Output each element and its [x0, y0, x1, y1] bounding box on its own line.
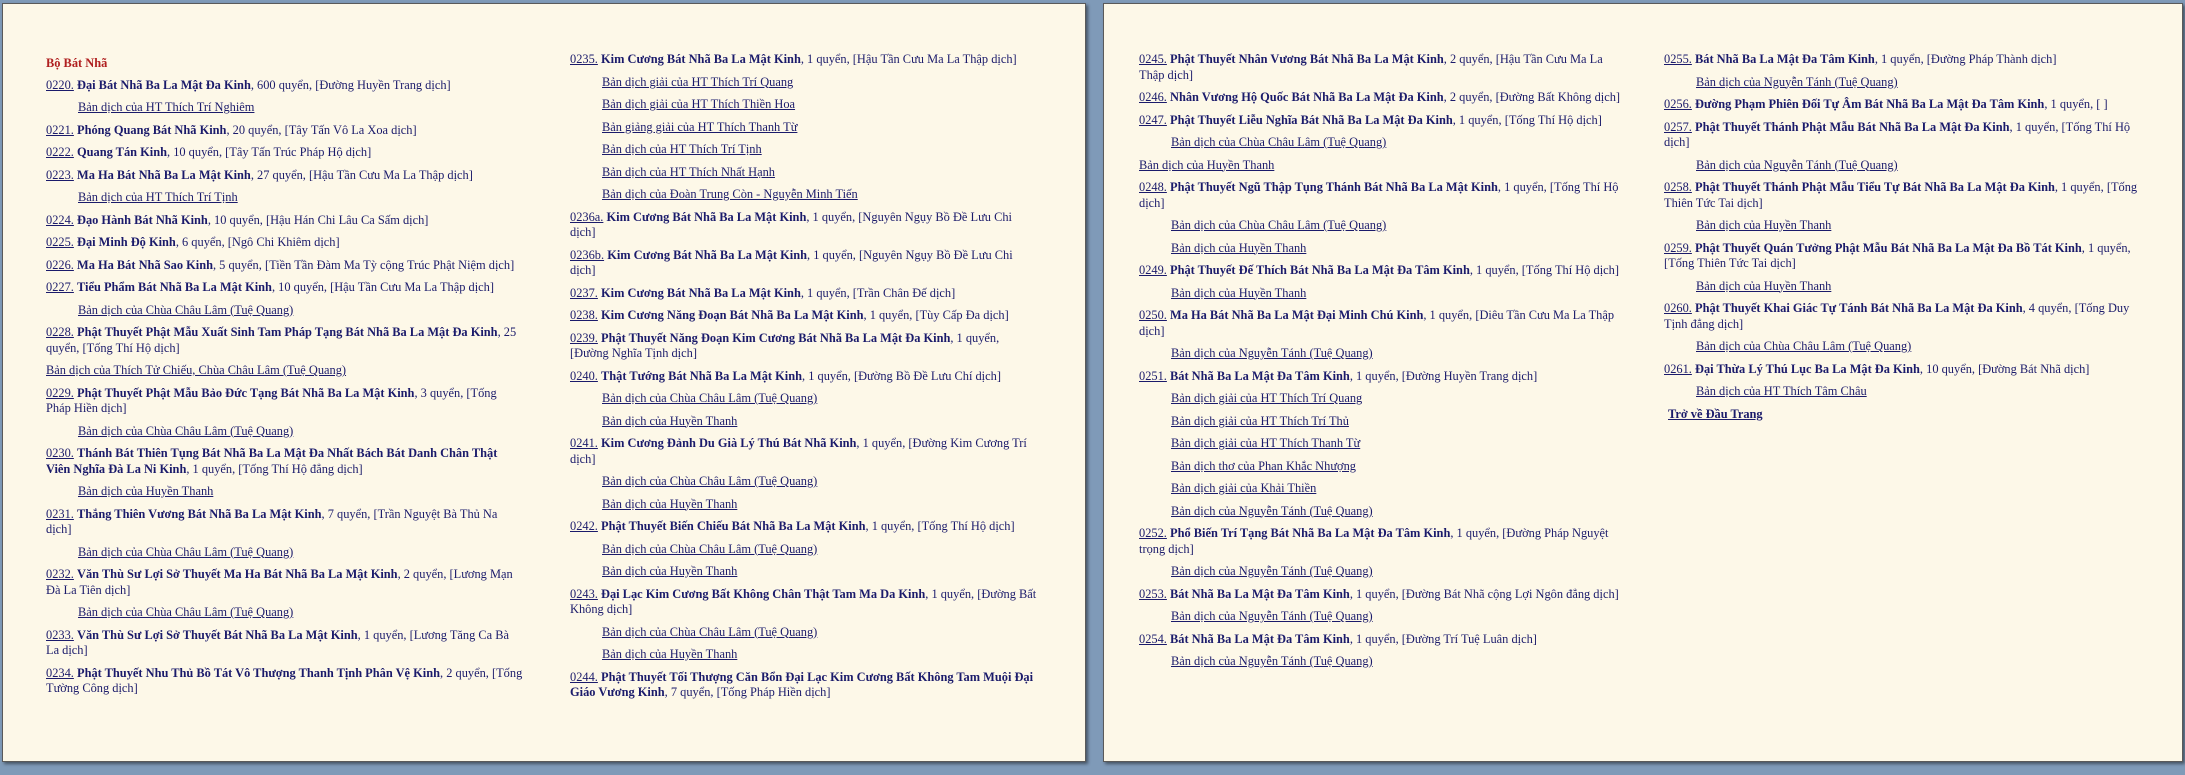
- sutra-info: , 1 quyển, [Nguyên Ngụy Bồ Đề Lưu Chi dịch]: [570, 209, 1012, 239]
- sutra-code-link[interactable]: 0249.: [1139, 263, 1167, 277]
- sutra-title: Nhân Vương Hộ Quốc Bát Nhã Ba La Mật Đa Kinh: [1170, 90, 1444, 104]
- sutra-entry: [46, 507, 524, 538]
- translation-link[interactable]: Bản dịch thơ của Phan Khắc Nhượng: [1171, 458, 1356, 473]
- sutra-title: Phật Thuyết Năng Đoạn Kim Cương Bát Nhã Ba La Mật Đa Kinh: [601, 330, 951, 345]
- sutra-entry: [1139, 308, 1627, 339]
- document-page-right: [1103, 3, 2183, 762]
- sutra-entry: [46, 666, 524, 697]
- sutra-title: Bát Nhã Ba La Mật Đa Tâm Kinh: [1170, 368, 1350, 383]
- sutra-entry: [1139, 180, 1627, 211]
- sutra-info: , 20 quyển, [Tây Tấn Vô La Xoa dịch]: [226, 122, 417, 137]
- sutra-info: , 1 quyển, [Tống Thiên Tức Tai dịch]: [1664, 240, 2131, 270]
- sutra-title: Đại Minh Độ Kinh: [77, 235, 176, 249]
- sutra-entry: [1664, 52, 2152, 68]
- sutra-info: , 27 quyển, [Hậu Tần Cưu Ma La Thập dịch]: [250, 167, 473, 182]
- translation-link[interactable]: Bản dịch của Huyền Thanh: [602, 564, 738, 578]
- sutra-title: Bát Nhã Ba La Mật Đa Tâm Kinh: [1695, 52, 1875, 66]
- translation-link[interactable]: Bản dịch của Huyền Thanh: [1171, 240, 1307, 255]
- sutra-title: Phật Thuyết Phật Mẫu Bảo Đức Tạng Bát Nhã Ba La Mật Kinh: [77, 385, 415, 400]
- sutra-info: , 10 quyển, [Đường Bát Nhã dịch]: [1919, 361, 2090, 376]
- sutra-code-link[interactable]: 0224.: [46, 212, 74, 227]
- translation-link[interactable]: Bản dịch của Huyền Thanh: [602, 496, 738, 511]
- sutra-title: Quang Tán Kinh: [77, 145, 167, 159]
- translation-link[interactable]: Bản dịch của Chùa Châu Lâm (Tuệ Quang): [78, 423, 294, 438]
- sutra-entry: [1139, 52, 1627, 83]
- sutra-info: , 1 quyển, [Diêu Tần Cưu Ma La Thập dịch]: [1139, 308, 1615, 338]
- sutra-info: , 1 quyển, [Hậu Tần Cưu Ma La Thập dịch]: [800, 52, 1017, 66]
- translation-link[interactable]: Bản dịch của Huyền Thanh: [1139, 157, 1275, 172]
- sutra-code-link[interactable]: 0236b.: [570, 247, 605, 262]
- sutra-entry: [1664, 120, 2152, 151]
- document-page-left: [2, 3, 1086, 762]
- translation-link[interactable]: Bản dịch của Chùa Châu Lâm (Tuệ Quang): [1171, 218, 1387, 232]
- sutra-info: , 1 quyển, [Đường Kim Cương Trí dịch]: [570, 436, 1027, 466]
- sutra-entry: [570, 331, 1040, 362]
- sutra-entry: [570, 436, 1040, 467]
- sutra-title: Phật Thuyết Đế Thích Bát Nhã Ba La Mật Đa Tâm Kinh: [1170, 263, 1470, 277]
- translation-link[interactable]: Bản dịch giải của HT Thích Trí Quang: [1171, 391, 1363, 405]
- column-4: [1664, 52, 2152, 422]
- back-to-top-link[interactable]: Trở về Đầu Trang: [1668, 406, 1763, 421]
- sutra-title: Kim Cương Năng Đoạn Bát Nhã Ba La Mật Kinh: [601, 308, 864, 322]
- sutra-code-link[interactable]: 0239.: [570, 330, 598, 345]
- translation-link[interactable]: Bản dịch của HT Thích Trí Tịnh: [78, 190, 238, 204]
- translation-link[interactable]: Bản dịch giải của HT Thích Trí Thủ: [1171, 413, 1349, 428]
- translation-link[interactable]: Bản dịch của HT Thích Tâm Châu: [1696, 384, 1867, 398]
- translation-link[interactable]: Bản dịch của Nguyễn Tánh (Tuệ Quang): [1171, 346, 1373, 360]
- sutra-entry: [1139, 526, 1627, 557]
- sutra-code-link[interactable]: 0222.: [46, 145, 74, 159]
- translation-link[interactable]: Bản dịch của Chùa Châu Lâm (Tuệ Quang): [602, 624, 818, 639]
- sutra-entry: [570, 286, 1040, 302]
- sutra-code-link[interactable]: 0233.: [46, 627, 74, 642]
- sutra-title: Phật Thuyết Quán Tưởng Phật Mẫu Bát Nhã Ba La Mật Đa Bồ Tát Kinh: [1695, 240, 2082, 255]
- sutra-entry: [570, 369, 1040, 385]
- sutra-entry: [1139, 587, 1627, 603]
- sutra-title: Tiểu Phẩm Bát Nhã Ba La Mật Kinh: [77, 280, 272, 294]
- sutra-entry: [46, 325, 524, 356]
- translation-link[interactable]: Bản dịch giải của HT Thích Thanh Từ: [1171, 436, 1361, 450]
- sutra-entry: [46, 258, 524, 274]
- sutra-code-link[interactable]: 0242.: [570, 519, 598, 533]
- sutra-entry: [1139, 369, 1627, 385]
- sutra-code-link[interactable]: 0248.: [1139, 180, 1167, 194]
- sutra-entry: [570, 308, 1040, 324]
- sutra-info: , 2 quyển, [Tống Tường Công dịch]: [46, 665, 523, 695]
- sutra-info: , 1 quyển, [Tống Thiên Tức Tai dịch]: [1664, 180, 2138, 210]
- translation-link[interactable]: Bản dịch của HT Thích Trí Nghiêm: [78, 100, 255, 114]
- translation-link[interactable]: Bản giảng giải của HT Thích Thanh Từ: [602, 119, 798, 134]
- sutra-title: Kim Cương Bát Nhã Ba La Mật Kinh: [607, 247, 808, 262]
- translation-link[interactable]: Bản dịch của Thích Tử Chiếu, Chùa Châu Lâm (Tuệ Quang): [46, 363, 347, 377]
- sutra-entry: [1139, 263, 1627, 279]
- sutra-info: , 7 quyển, [Trần Nguyệt Bà Thủ Na dịch]: [46, 506, 498, 536]
- sutra-entry: [46, 145, 524, 161]
- sutra-code-link[interactable]: 0241.: [570, 436, 598, 450]
- sutra-info: , 1 quyển, [Đường Nghĩa Tịnh dịch]: [570, 330, 1000, 360]
- sutra-title: Thật Tướng Bát Nhã Ba La Mật Kinh: [601, 368, 803, 383]
- sutra-info: , 1 quyển, [Nguyên Ngụy Bồ Đề Lưu Chi dịch]: [570, 247, 1013, 277]
- sutra-title: Thánh Bát Thiên Tụng Bát Nhã Ba La Mật Đa Nhất Bách Bát Danh Chân Thật Viên Nghĩa Đà La Ni Kinh: [46, 446, 498, 476]
- translation-link[interactable]: Bản dịch của Chùa Châu Lâm (Tuệ Quang): [602, 541, 818, 556]
- sutra-info: , 2 quyển, [Lương Mạn Đà La Tiên dịch]: [46, 567, 513, 597]
- sutra-entry: [1139, 90, 1627, 106]
- sutra-title: Kim Cương Bát Nhã Ba La Mật Kinh: [601, 285, 801, 300]
- section-heading: Bộ Bát Nhã: [46, 56, 108, 70]
- sutra-info: , 1 quyển, [Tống Thí Hộ đẳng dịch]: [186, 461, 363, 476]
- translation-link[interactable]: Bản dịch của Nguyễn Tánh (Tuệ Quang): [1171, 654, 1373, 668]
- sutra-title: Kim Cương Bát Nhã Ba La Mật Kinh: [606, 209, 807, 224]
- sutra-info: , 1 quyển, [Tống Thí Hộ dịch]: [1469, 263, 1619, 277]
- sutra-info: , 1 quyển, [Đường Huyền Trang dịch]: [1349, 368, 1538, 383]
- sutra-info: , 1 quyển, [Tống Thí Hộ dịch]: [865, 519, 1015, 533]
- sutra-code-link[interactable]: 0236a.: [570, 209, 604, 224]
- sutra-code-link[interactable]: 0237.: [570, 285, 598, 300]
- sutra-code-link[interactable]: 0260.: [1664, 301, 1692, 315]
- sutra-code-link[interactable]: 0246.: [1139, 90, 1167, 104]
- sutra-title: Phóng Quang Bát Nhã Kinh: [77, 122, 227, 137]
- sutra-entry: [570, 248, 1040, 279]
- sutra-title: Phật Thuyết Nhân Vương Bát Nhã Ba La Mật Kinh: [1170, 52, 1444, 66]
- sutra-code-link[interactable]: 0243.: [570, 586, 598, 601]
- sutra-info: , 2 quyển, [Hậu Tần Cưu Ma La Thập dịch]: [1139, 52, 1603, 82]
- translation-link[interactable]: Bản dịch của HT Thích Nhất Hạnh: [602, 164, 775, 179]
- sutra-info: , 1 quyển, [Đường Pháp Nguyệt trọng dịch]: [1139, 526, 1609, 556]
- translation-link[interactable]: Bản dịch giải của HT Thích Trí Quang: [602, 74, 794, 89]
- translation-link[interactable]: Bản dịch của Chùa Châu Lâm (Tuệ Quang): [602, 474, 818, 488]
- sutra-info: , 10 quyển, [Hậu Hán Chi Lâu Ca Sấm dịch]: [207, 212, 429, 227]
- sutra-code-link[interactable]: 0257.: [1664, 119, 1692, 134]
- sutra-title: Phật Thuyết Liễu Nghĩa Bát Nhã Ba La Mật Đa Kinh: [1170, 112, 1453, 127]
- column-1: [46, 52, 524, 704]
- sutra-entry: [1664, 180, 2152, 211]
- sutra-info: , 1 quyển, [Tống Thí Hộ dịch]: [1664, 119, 2131, 149]
- sutra-title: Ma Ha Bát Nhã Sao Kinh: [77, 257, 213, 272]
- sutra-entry: [46, 567, 524, 598]
- sutra-entry: [570, 52, 1040, 68]
- sutra-entry: [46, 280, 524, 296]
- sutra-code-link[interactable]: 0258.: [1664, 180, 1692, 194]
- column-3: [1139, 52, 1627, 677]
- sutra-info: , 25 quyển, [Tống Thí Hộ dịch]: [46, 325, 517, 355]
- sutra-info: , 2 quyển, [Đường Bất Không dịch]: [1443, 90, 1621, 104]
- sutra-info: , 3 quyển, [Tống Pháp Hiền dịch]: [46, 385, 497, 415]
- sutra-code-link[interactable]: 0228.: [46, 325, 74, 339]
- sutra-code-link[interactable]: 0253.: [1139, 586, 1167, 601]
- sutra-entry: [570, 587, 1040, 618]
- sutra-entry: [46, 123, 524, 139]
- sutra-info: , 1 quyển, [Tống Thí Hộ dịch]: [1452, 112, 1602, 127]
- sutra-code-link[interactable]: 0238.: [570, 308, 598, 322]
- sutra-entry: [46, 213, 524, 229]
- sutra-title: Phật Thuyết Biến Chiếu Bát Nhã Ba La Mật Kinh: [601, 519, 866, 533]
- sutra-info: , 1 quyển, [Đường Bất Không dịch]: [570, 586, 1037, 616]
- sutra-entry: [46, 235, 524, 251]
- sutra-title: Ma Ha Bát Nhã Ba La Mật Kinh: [77, 167, 251, 182]
- sutra-title: Phật Thuyết Tối Thượng Căn Bổn Đại Lạc Kim Cương Bất Không Tam Muội Đại Giáo Vương Kinh: [570, 669, 1034, 699]
- sutra-code-link[interactable]: 0230.: [46, 446, 74, 460]
- sutra-info: , 1 quyển, [Lương Tăng Ca Bà La dịch]: [46, 627, 510, 657]
- translation-link[interactable]: Bản dịch của Huyền Thanh: [78, 484, 214, 498]
- sutra-entry: [570, 210, 1040, 241]
- sutra-entry: [1664, 362, 2152, 378]
- sutra-code-link[interactable]: 0221.: [46, 122, 74, 137]
- sutra-title: Bát Nhã Ba La Mật Đa Tâm Kinh: [1170, 631, 1350, 646]
- sutra-info: , 1 quyển, [Đường Bồ Đề Lưu Chí dịch]: [802, 368, 1001, 383]
- sutra-title: Đại Lạc Kim Cương Bất Không Chân Thật Tam Ma Da Kinh: [601, 586, 926, 601]
- translation-link[interactable]: Bản dịch của Huyền Thanh: [602, 413, 738, 428]
- translation-link[interactable]: Bản dịch của HT Thích Trí Tịnh: [602, 142, 762, 156]
- sutra-entry: [1139, 632, 1627, 648]
- sutra-entry: [570, 670, 1040, 701]
- sutra-info: , 7 quyển, [Tống Pháp Hiền dịch]: [664, 685, 831, 699]
- translation-link[interactable]: Bản dịch của Nguyễn Tánh (Tuệ Quang): [1696, 74, 1898, 89]
- sutra-title: Phật Thuyết Thánh Phật Mẫu Tiểu Tự Bát Nhã Ba La Mật Đa Kinh: [1695, 180, 2055, 194]
- sutra-code-link[interactable]: 0234.: [46, 665, 74, 680]
- translation-link[interactable]: Bản dịch của Chùa Châu Lâm (Tuệ Quang): [78, 544, 294, 559]
- translation-link[interactable]: Bản dịch của Huyền Thanh: [1171, 285, 1307, 300]
- sutra-title: Đường Phạm Phiên Đối Tự Âm Bát Nhã Ba La Mật Đa Tâm Kinh: [1695, 97, 2045, 111]
- sutra-code-link[interactable]: 0245.: [1139, 52, 1167, 66]
- sutra-code-link[interactable]: 0259.: [1664, 240, 1692, 255]
- sutra-entry: [1664, 97, 2152, 113]
- translation-link[interactable]: Bản dịch của Huyền Thanh: [1696, 278, 1832, 293]
- sutra-entry: [46, 628, 524, 659]
- sutra-info: , 6 quyển, [Ngô Chi Khiêm dịch]: [175, 235, 340, 249]
- sutra-code-link[interactable]: 0231.: [46, 506, 74, 521]
- translation-link[interactable]: Bản dịch của Chùa Châu Lâm (Tuệ Quang): [78, 302, 294, 317]
- translation-link[interactable]: Bản dịch của Đoàn Trung Còn - Nguyễn Minh Tiến: [602, 187, 858, 201]
- sutra-title: Đạo Hành Bát Nhã Kinh: [77, 212, 208, 227]
- sutra-code-link[interactable]: 0256.: [1664, 97, 1692, 111]
- sutra-entry: [46, 78, 524, 94]
- sutra-title: Phổ Biến Trí Tạng Bát Nhã Ba La Mật Đa Tâm Kinh: [1170, 526, 1451, 540]
- translation-link[interactable]: Bản dịch của Nguyễn Tánh (Tuệ Quang): [1171, 609, 1373, 623]
- sutra-code-link[interactable]: 0261.: [1664, 361, 1692, 376]
- sutra-code-link[interactable]: 0255.: [1664, 52, 1692, 66]
- sutra-title: Kim Cương Bát Nhã Ba La Mật Kinh: [601, 52, 801, 66]
- sutra-title: Đại Thừa Lý Thú Lục Ba La Mật Đa Kinh: [1695, 361, 1920, 376]
- translation-link[interactable]: Bản dịch của Chùa Châu Lâm (Tuệ Quang): [1696, 339, 1912, 353]
- translation-link[interactable]: Bản dịch của Nguyễn Tánh (Tuệ Quang): [1696, 157, 1898, 172]
- sutra-code-link[interactable]: 0250.: [1139, 308, 1167, 322]
- sutra-info: , 600 quyển, [Đường Huyền Trang dịch]: [250, 77, 451, 92]
- sutra-entry: [1139, 113, 1627, 129]
- sutra-title: Phật Thuyết Phật Mẫu Xuất Sinh Tam Pháp Tạng Bát Nhã Ba La Mật Đa Kinh: [77, 325, 498, 339]
- translation-link[interactable]: Bản dịch của Chùa Châu Lâm (Tuệ Quang): [1171, 135, 1387, 149]
- sutra-info: , 1 quyển, [Đường Trí Tuệ Luân dịch]: [1349, 631, 1537, 646]
- sutra-entry: [570, 519, 1040, 535]
- sutra-info: , 1 quyển, [Đường Pháp Thành dịch]: [1874, 52, 2057, 66]
- sutra-title: Ma Ha Bát Nhã Ba La Mật Đại Minh Chú Kinh: [1170, 308, 1424, 322]
- sutra-code-link[interactable]: 0225.: [46, 235, 74, 249]
- translation-link[interactable]: Bản dịch của Chùa Châu Lâm (Tuệ Quang): [602, 391, 818, 405]
- sutra-code-link[interactable]: 0247.: [1139, 112, 1167, 127]
- sutra-info: , 1 quyển, [Đường Bát Nhã cộng Lợi Ngôn đẳng dịch]: [1349, 586, 1619, 601]
- sutra-info: , 1 quyển, [ ]: [2044, 97, 2108, 111]
- sutra-code-link[interactable]: 0220.: [46, 77, 74, 92]
- translation-link[interactable]: Bản dịch của Nguyễn Tánh (Tuệ Quang): [1171, 564, 1373, 578]
- sutra-info: , 1 quyển, [Tùy Cấp Đa dịch]: [863, 308, 1009, 322]
- sutra-code-link[interactable]: 0227.: [46, 280, 74, 294]
- sutra-info: , 1 quyển, [Trần Chân Đế dịch]: [800, 285, 956, 300]
- translation-link[interactable]: Bản dịch giải của Khải Thiền: [1171, 481, 1317, 495]
- sutra-title: Phật Thuyết Ngũ Thập Tụng Thánh Bát Nhã Ba La Mật Kinh: [1170, 180, 1498, 194]
- sutra-code-link[interactable]: 0251.: [1139, 368, 1167, 383]
- sutra-entry: [1664, 241, 2152, 272]
- sutra-title: Phật Thuyết Nhu Thủ Bồ Tát Vô Thượng Thanh Tịnh Phân Vệ Kinh: [77, 665, 441, 680]
- sutra-code-link[interactable]: 0244.: [570, 669, 598, 684]
- sutra-entry: [1664, 301, 2152, 332]
- sutra-info: , 4 quyển, [Tống Duy Tịnh đẳng dịch]: [1664, 301, 2130, 331]
- sutra-title: Kim Cương Đảnh Du Già Lý Thú Bát Nhã Kinh: [601, 436, 857, 450]
- sutra-code-link[interactable]: 0252.: [1139, 526, 1167, 540]
- sutra-entry: [46, 168, 524, 184]
- sutra-code-link[interactable]: 0223.: [46, 167, 74, 182]
- translation-link[interactable]: Bản dịch của Nguyễn Tánh (Tuệ Quang): [1171, 503, 1373, 518]
- sutra-code-link[interactable]: 0226.: [46, 257, 74, 272]
- sutra-code-link[interactable]: 0229.: [46, 385, 74, 400]
- sutra-title: Văn Thù Sư Lợi Sở Thuyết Ma Ha Bát Nhã Ba La Mật Kinh: [77, 567, 398, 581]
- sutra-info: , 1 quyển, [Tống Thí Hộ dịch]: [1139, 180, 1619, 210]
- column-2: [570, 52, 1040, 708]
- sutra-title: Đại Bát Nhã Ba La Mật Đa Kinh: [77, 77, 251, 92]
- sutra-title: Văn Thù Sư Lợi Sở Thuyết Bát Nhã Ba La Mật Kinh: [77, 627, 358, 642]
- sutra-entry: [46, 386, 524, 417]
- translation-link[interactable]: Bản dịch giải của HT Thích Thiền Hoa: [602, 97, 796, 111]
- translation-link[interactable]: Bản dịch của Huyền Thanh: [602, 647, 738, 661]
- sutra-code-link[interactable]: 0254.: [1139, 631, 1167, 646]
- translation-link[interactable]: Bản dịch của Chùa Châu Lâm (Tuệ Quang): [78, 605, 294, 619]
- sutra-title: Bát Nhã Ba La Mật Đa Tâm Kinh: [1170, 586, 1350, 601]
- sutra-entry: [46, 446, 524, 477]
- sutra-code-link[interactable]: 0232.: [46, 567, 74, 581]
- sutra-title: Phật Thuyết Thánh Phật Mẫu Bát Nhã Ba La Mật Đa Kinh: [1695, 119, 2010, 134]
- translation-link[interactable]: Bản dịch của Huyền Thanh: [1696, 218, 1832, 232]
- sutra-info: , 10 quyển, [Hậu Tần Cưu Ma La Thập dịch]: [271, 280, 494, 294]
- sutra-info: , 10 quyển, [Tây Tấn Trúc Pháp Hộ dịch]: [167, 145, 372, 159]
- sutra-code-link[interactable]: 0240.: [570, 368, 598, 383]
- sutra-info: , 5 quyển, [Tiền Tần Đàm Ma Tỳ cộng Trúc Phật Niệm dịch]: [212, 257, 515, 272]
- sutra-title: Phật Thuyết Khai Giác Tự Tánh Bát Nhã Ba La Mật Đa Kinh: [1695, 301, 2023, 315]
- sutra-code-link[interactable]: 0235.: [570, 52, 598, 66]
- sutra-title: Thắng Thiên Vương Bát Nhã Ba La Mật Kinh: [77, 506, 322, 521]
